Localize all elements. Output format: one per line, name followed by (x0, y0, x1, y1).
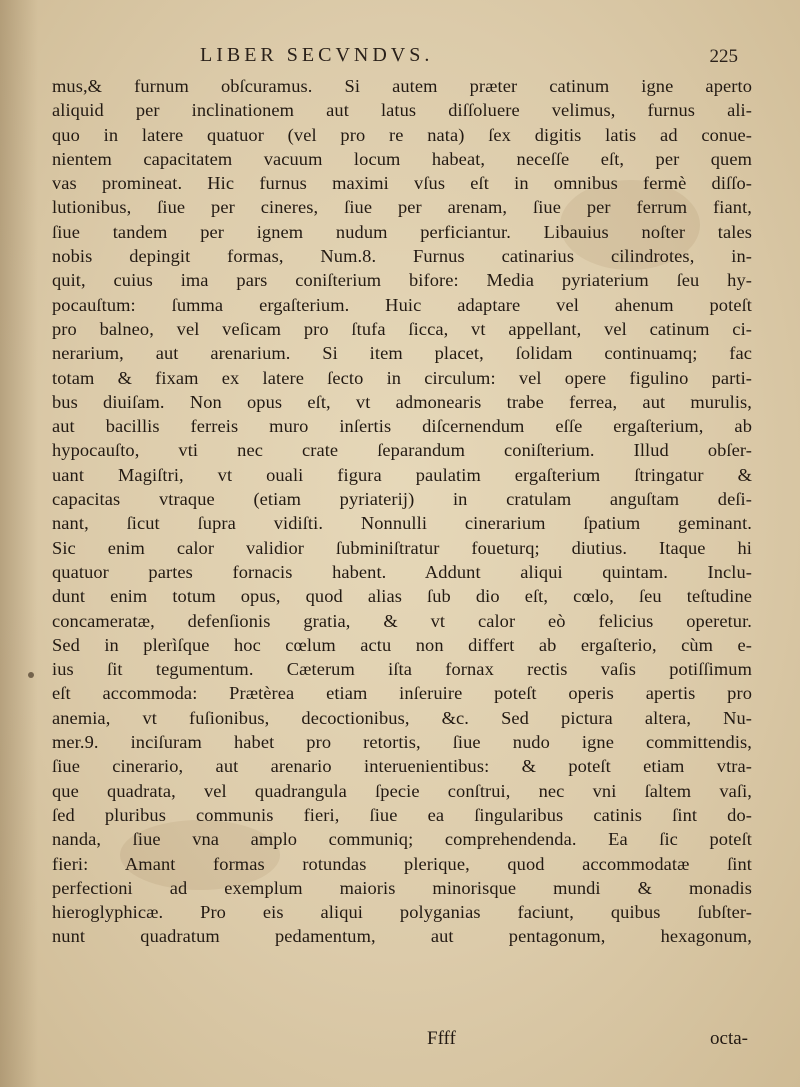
text-line: Sic enim calor validior ſubminiſtratur foueturq; diutius. Itaque hi (52, 537, 752, 558)
text-line: anemia, vt fuſionibus, decoctionibus, &c. Sed pictura altera, Nu- (52, 707, 752, 728)
body-text (52, 74, 752, 949)
text-line: concameratæ, defenſionis gratia, & vt calor eò felicius operetur. (52, 610, 752, 631)
signature-mark: Ffff (427, 1028, 456, 1049)
page-footer (52, 1028, 752, 1056)
text-line: ius ſit tegumentum. Cæterum iſta fornax rectis vaſis potiſſimum (52, 659, 752, 680)
text-line: mer.9. inciſuram habet pro retortis, ſiue nudo igne committendis, (52, 732, 752, 753)
text-line: aut bacillis ferreis muro inſertis diſcernendum eſſe ergaſterium, ab (52, 416, 752, 437)
page-number: 225 (709, 46, 738, 67)
text-line: lutionibus, ſiue per cineres, ſiue per arenam, ſiue per ferrum fiant, (52, 197, 752, 218)
text-line: uant Magiſtri, vt ouali figura paulatim ergaſterium ſtringatur & (52, 464, 752, 485)
text-line: pocauſtum: ſumma ergaſterium. Huic adaptare vel ahenum poteſt (52, 294, 752, 315)
text-line: capacitas vtraque (etiam pyriaterij) in cratulam anguſtam deſi- (52, 489, 752, 510)
text-line: nientem capacitatem vacuum locum habeat, neceſſe eſt, per quem (52, 148, 752, 169)
text-line: quit, cuius ima pars coniſterium bifore: Media pyriaterium ſeu hy- (52, 270, 752, 291)
text-line: nobis depingit formas, Num.8. Furnus catinarius cilindrotes, in- (52, 246, 752, 267)
text-line: dunt enim totum opus, quod alias ſub dio eſt, cœlo, ſeu teſtudine (52, 586, 752, 607)
text-line: ſiue cinerario, aut arenario interuenientibus: & poteſt etiam vtra- (52, 756, 752, 777)
text-line: hypocauſto, vti nec crate ſeparandum coniſterium. Illud obſer- (52, 440, 752, 461)
text-line: nunt quadratum pedamentum, aut pentagonum, hexagonum, (52, 926, 752, 947)
text-line: quatuor partes fornacis habent. Addunt aliqui quintam. Inclu- (52, 561, 752, 582)
text-line: aliquid per inclinationem aut latus diſſoluere velimus, furnus ali- (52, 100, 752, 121)
text-line: ſed pluribus communis fieri, ſiue ea ſingularibus catinis ſint do- (52, 804, 752, 825)
text-line: fieri: Amant formas rotundas plerique, quod accommodatæ ſint (52, 853, 752, 874)
spine-shadow (0, 0, 38, 1087)
catchword: octa- (710, 1028, 748, 1049)
text-line: eſt accommoda: Prætèrea etiam inſeruire poteſt operis apertis pro (52, 683, 752, 704)
text-line: nanda, ſiue vna amplo communiq; comprehendenda. Ea ſic poteſt (52, 829, 752, 850)
margin-mark (28, 672, 34, 678)
text-line: ſiue tandem per ignem nudum perficiantur. Libauius noſter tales (52, 221, 752, 242)
text-line: totam & fixam ex latere ſecto in circulum: vel opere figulino parti- (52, 367, 752, 388)
text-line: nerarium, aut arenarium. Si item placet, ſolidam continuamq; fac (52, 343, 752, 364)
text-line: mus,& furnum obſcuramus. Si autem præter catinum igne aperto (52, 76, 752, 96)
text-line: pro balneo, vel veſicam pro ſtufa ſicca, vt appellant, vel catinum ci- (52, 318, 752, 339)
running-title: LIBER SECVNDVS. (200, 44, 434, 66)
text-line: que quadrata, vel quadrangula ſpecie conſtrui, nec vni ſaltem vaſi, (52, 780, 752, 801)
text-line: quo in latere quatuor (vel pro re nata) ſex digitis latis ad conue- (52, 124, 752, 145)
text-line: vas promineat. Hic furnus maximi vſus eſt in omnibus fermè diſſo- (52, 173, 752, 194)
text-line: hieroglyphicæ. Pro eis aliqui polyganias faciunt, quibus ſubſter- (52, 902, 752, 923)
page-header (108, 44, 738, 72)
text-line: Sed in plerìſque hoc cœlum actu non differt ab ergaſterio, cùm e- (52, 634, 752, 655)
text-line: nant, ſicut ſupra vidiſti. Nonnulli cinerarium ſpatium geminant. (52, 513, 752, 534)
text-line: perfectioni ad exemplum maioris minorisque mundi & monadis (52, 877, 752, 898)
text-line: bus diuiſam. Non opus eſt, vt admonearis trabe ferrea, aut murulis, (52, 391, 752, 412)
